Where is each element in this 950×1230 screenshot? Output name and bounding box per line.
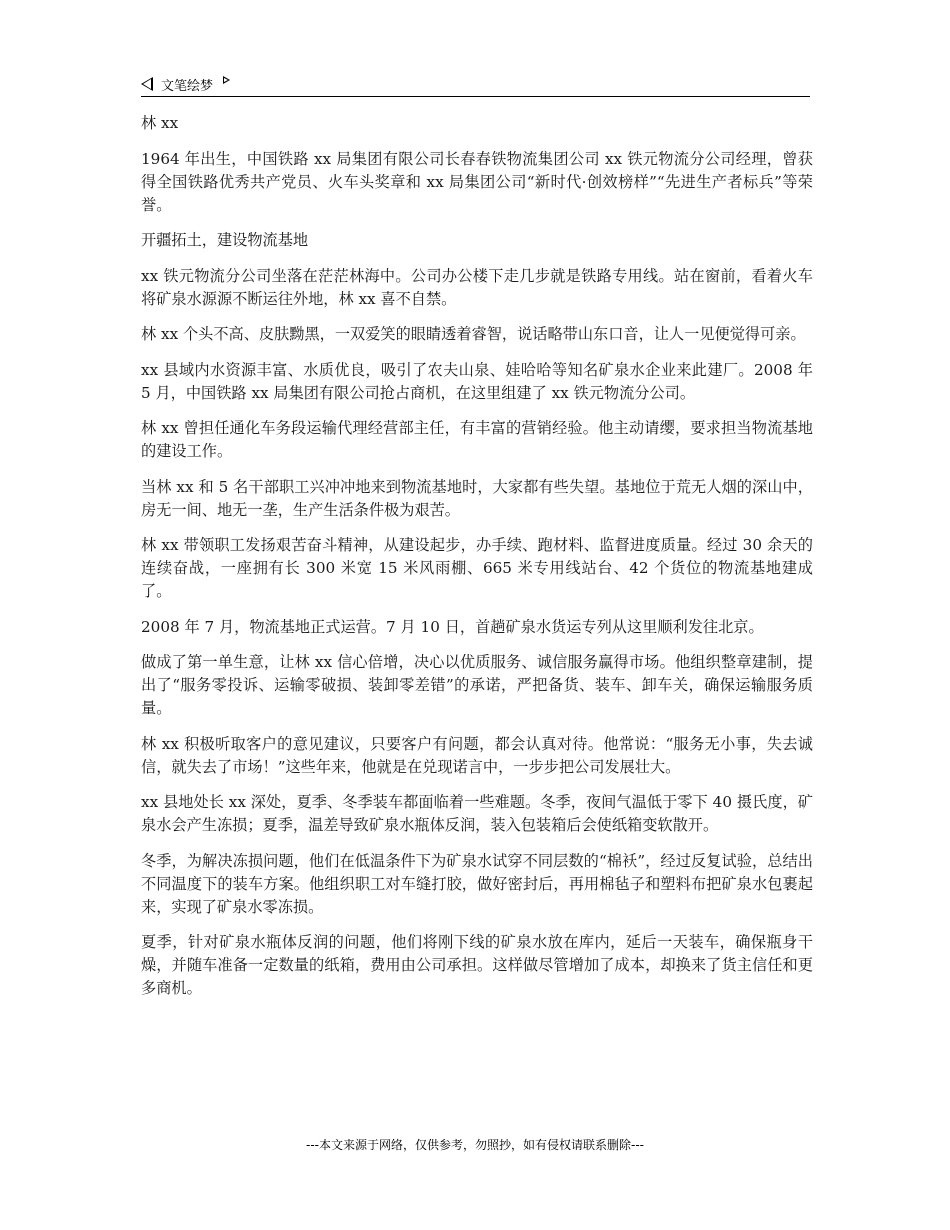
section-heading: 开疆拓土，建设物流基地 xyxy=(141,231,309,249)
page-header xyxy=(141,72,810,97)
paragraph: xx 铁元物流分公司坐落在茫茫林海中。公司办公楼下走几步就是铁路专用线。站在窗前，看着火车将矿泉水源源不断运往外地，林 xx 喜不自禁。 xyxy=(141,266,813,308)
paragraph: 林 xx 带领职工发扬艰苦奋斗精神，从建设起步，办手续、跑材料、监督进度质量。经过 30 余天的连续奋战，一座拥有长 300 米宽 15 米风雨棚、665 米专用线站台、42 个货位的物流基地建成了。 xyxy=(141,536,813,600)
paragraph: 做成了第一单生意，让林 xx 信心倍增，决心以优质服务、诚信服务赢得市场。他组织整章建制，提出了“服务零投诉、运输零破损、装卸零差错”的承诺，严把备货、装车、卸车关，确保运输服务质量。 xyxy=(141,653,813,717)
author-name: 林 xx xyxy=(141,114,179,132)
paragraph: 林 xx 积极听取客户的意见建议，只要客户有问题，都会认真对待。他常说：“服务无小事，失去诚信，就失去了市场！”这些年来，他就是在兑现诺言中，一步步把公司发展壮大。 xyxy=(141,734,813,776)
paragraph: 林 xx 个头不高、皮肤黝黑，一双爱笑的眼睛透着睿智，说话略带山东口音，让人一见便觉得可亲。 xyxy=(141,325,806,343)
triangle-left-icon xyxy=(141,77,153,91)
paragraph: 当林 xx 和 5 名干部职工兴冲冲地来到物流基地时，大家都有些失望。基地位于荒无人烟的深山中，房无一间、地无一垄，生产生活条件极为艰苦。 xyxy=(141,477,813,519)
paragraph: xx 县地处长 xx 深处，夏季、冬季装车都面临着一些难题。冬季，夜间气温低于零下 40 摄氏度，矿泉水会产生冻损；夏季，温差导致矿泉水瓶体反润，装入包装箱后会使纸箱变软散开。 xyxy=(141,793,813,834)
footer-disclaimer: ---本文来源于网络，仅供参考，勿照抄，如有侵权请联系删除--- xyxy=(306,1138,644,1152)
brand-label: 文笔绘梦 xyxy=(161,78,214,94)
paragraph: 冬季，为解决冻损问题，他们在低温条件下为矿泉水试穿不同层数的“棉袄”，经过反复试验，总结出不同温度下的装车方案。他组织职工对车缝打胶，做好密封后，再用棉毡子和塑料布把矿泉水包裹起来，实现了矿泉水零冻损。 xyxy=(141,851,813,916)
paragraph: xx 县域内水资源丰富、水质优良，吸引了农夫山泉、娃哈哈等知名矿泉水企业来此建厂。2008 年 5 月，中国铁路 xx 局集团有限公司抢占商机，在这里组建了 xx 铁元物流分公司。 xyxy=(141,360,813,402)
paragraph: 林 xx 曾担任通化车务段运输代理经营部主任，有丰富的营销经验。他主动请缨，要求担当物流基地的建设工作。 xyxy=(141,419,813,460)
paragraph: 2008 年 7 月，物流基地正式运营。7 月 10 日，首趟矿泉水货运专列从这里顺利发往北京。 xyxy=(141,617,764,636)
author-bio: 1964 年出生，中国铁路 xx 局集团有限公司长春春铁物流集团公司 xx 铁元物流分公司经理，曾获得全国铁路优秀共产党员、火车头奖章和 xx 局集团公司“新时代·创效榜样”“先进生产者标兵”等荣誉。 xyxy=(141,149,813,214)
triangle-right-icon xyxy=(223,76,230,84)
document-body xyxy=(141,112,813,1013)
paragraph: 夏季，针对矿泉水瓶体反润的问题，他们将刚下线的矿泉水放在库内，延后一天装车，确保瓶身干燥，并随车准备一定数量的纸箱，费用由公司承担。这样做尽管增加了成本，却换来了货主信任和更多商机。 xyxy=(141,933,813,997)
